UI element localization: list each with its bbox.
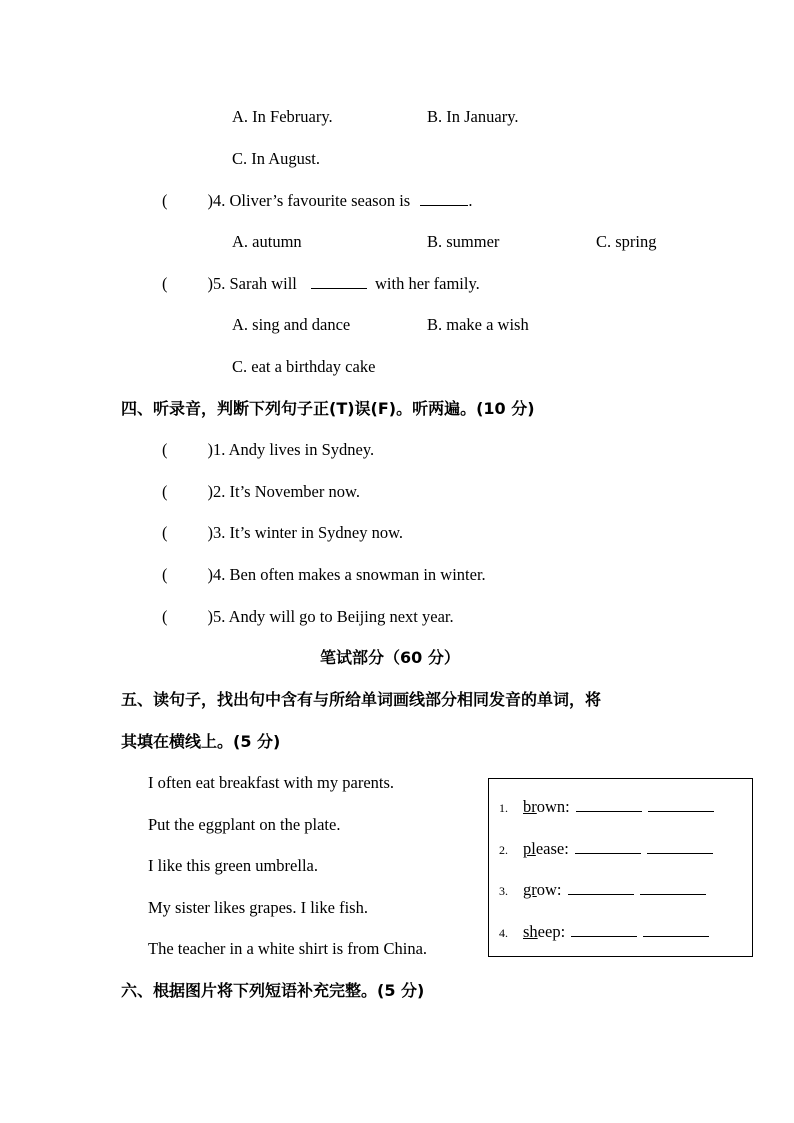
item-number: 2. [499,843,508,857]
answer-paren-open: ( [162,607,168,626]
word-rest: ease: [535,839,569,858]
q5-question [162,274,480,294]
answer-paren-open: ( [162,274,168,293]
answer-line[interactable] [640,880,706,895]
q5-option-b: B. make a wish [427,315,529,334]
answer-paren-close: ) [207,523,213,542]
answer-line[interactable] [571,922,637,937]
box-item-4 [499,922,709,943]
answer-line[interactable] [647,839,713,854]
q5-option-a: A. sing and dance [232,315,351,334]
section4-heading: 四、听录音，判断下列句子正(T)误(F)。听两遍。(10 分) [121,399,535,418]
box-item-2 [499,839,713,860]
q4-option-b: B. summer [427,232,500,251]
answer-line[interactable] [648,797,714,812]
q4-option-c: C. spring [596,232,657,251]
item-number: 1. [499,801,508,815]
item-number: 3. [499,884,508,898]
word-rest: ow: [536,880,562,899]
answer-paren-close: ) [207,607,213,626]
section5-sentence-4: My sister likes grapes. I like fish. [148,898,368,917]
written-part-title: 笔试部分（60 分） [320,648,460,667]
box-item-3 [499,880,706,901]
answer-paren-close: ) [207,440,213,459]
answer-paren-open: ( [162,523,168,542]
answer-paren-open: ( [162,440,168,459]
section5-sentence-2: Put the eggplant on the plate. [148,815,341,834]
item-text: 2. It’s November now. [213,482,360,501]
answer-paren-open: ( [162,482,168,501]
item-number: 4. [499,926,508,940]
underlined-part: br [523,797,537,816]
word-rest: eep: [537,922,566,941]
item-text: 3. It’s winter in Sydney now. [213,523,404,542]
answer-paren-close: ) [207,274,213,293]
answer-paren-open: ( [162,191,168,210]
word-answer-box [488,778,753,957]
section5-heading-line2: 其填在横线上。(5 分) [121,732,281,751]
fill-blank[interactable] [311,274,367,289]
answer-paren-close: ) [207,482,213,501]
q4-option-a: A. autumn [232,232,302,251]
answer-line[interactable] [643,922,709,937]
underlined-part: pl [523,839,536,858]
section4-item-4 [162,565,486,585]
section4-item-1 [162,440,374,460]
q3-option-b: B. In January. [427,107,519,126]
q5-option-c: C. eat a birthday cake [232,357,376,376]
q4-stem-end: . [468,191,473,210]
q3-option-c: C. In August. [232,149,321,168]
item-text: 4. Ben often makes a snowman in winter. [213,565,486,584]
section5-sentence-3: I like this green umbrella. [148,856,318,875]
section4-item-2 [162,482,360,502]
underlined-part: gr [523,880,537,899]
answer-paren-open: ( [162,565,168,584]
section5-sentence-5: The teacher in a white shirt is from China. [148,939,428,958]
q4-question [162,191,472,211]
underlined-part: sh [523,922,538,941]
box-item-1 [499,797,714,818]
section5-heading-line1: 五、读句子，找出句中含有与所给单词画线部分相同发音的单词，将 [121,690,602,709]
answer-paren-close: ) [207,565,213,584]
answer-line[interactable] [575,839,641,854]
word-rest: own: [536,797,570,816]
answer-line[interactable] [568,880,634,895]
section4-item-3 [162,523,403,543]
answer-line[interactable] [576,797,642,812]
fill-blank[interactable] [420,191,468,206]
q3-option-a: A. In February. [232,107,333,126]
answer-paren-close: ) [207,191,213,210]
item-text: 1. Andy lives in Sydney. [213,440,375,459]
section6-heading: 六、根据图片将下列短语补充完整。(5 分) [121,981,425,1000]
q5-stem: 5. Sarah will [213,274,297,293]
section4-item-5 [162,607,454,627]
q5-stem-end: with her family. [375,274,480,293]
section5-sentence-1: I often eat breakfast with my parents. [148,773,395,792]
item-text: 5. Andy will go to Beijing next year. [213,607,454,626]
q4-stem: 4. Oliver’s favourite season is [213,191,411,210]
